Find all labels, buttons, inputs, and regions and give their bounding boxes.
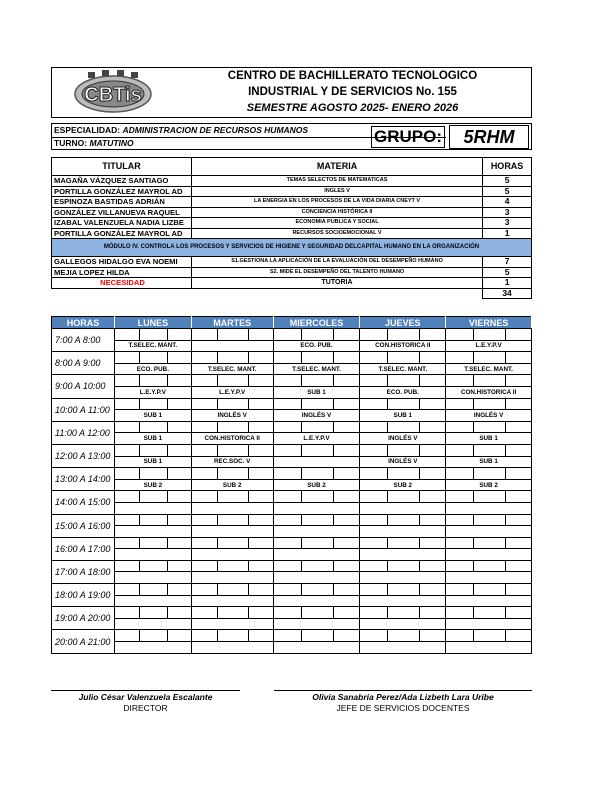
schedule-row-sub	[52, 386, 532, 398]
schedule-row-sub	[52, 642, 532, 654]
class-cell	[360, 502, 446, 514]
subjects-header-row	[52, 158, 532, 176]
schedule-cell-top	[273, 514, 360, 526]
schedule-row	[52, 352, 532, 364]
director-name: Julio César Valenzuela Escalante	[78, 692, 213, 702]
schedule-cell-top	[191, 375, 273, 387]
class-cell	[360, 618, 446, 630]
schedule-row-sub	[52, 456, 532, 468]
subject-hours: 5	[483, 186, 532, 197]
class-cell	[191, 618, 273, 630]
schedule-cell-top	[446, 607, 532, 619]
class-cell	[191, 526, 273, 538]
subject-name: LA ENERGIA EN LOS PROCESOS DE LA VIDA DIARIA CNEYT V	[191, 197, 482, 208]
teacher-name: PORTILLA GONZÁLEZ MAYROL AD	[52, 186, 192, 197]
schedule-row	[52, 329, 532, 341]
schedule-cell-top	[273, 444, 360, 456]
class-cell	[191, 340, 273, 352]
subject-row	[52, 186, 532, 197]
time-slot: 13:00 A 14:00	[52, 468, 115, 491]
subject-name: S1.GESTIONA LA APLICACIÓN DE LA EVALUACIÓN DEL DESEMPEÑO HUMANO	[191, 257, 482, 268]
teacher-name: MAGAÑA VÁZQUEZ SANTIAGO	[52, 176, 192, 187]
cbtis-logo	[72, 70, 154, 114]
subject-hours: 3	[483, 218, 532, 229]
total-row	[52, 288, 532, 299]
class-cell	[273, 572, 360, 584]
teacher-name: GONZÁLEZ VILLANUEVA RAQUEL	[52, 207, 192, 218]
wednesday-header: MIERCOLES	[273, 317, 360, 329]
schedule-row	[52, 630, 532, 642]
schedule-cell-top	[446, 584, 532, 596]
class-cell	[273, 502, 360, 514]
subject-hours: 7	[483, 257, 532, 268]
total-hours: 34	[483, 288, 532, 299]
subject-row	[52, 176, 532, 187]
teacher-name: MEJIA LOPEZ HILDA	[52, 267, 192, 278]
schedule-cell-top	[446, 329, 532, 341]
subject-hours: 1	[483, 228, 532, 239]
schedule-cell-top	[273, 398, 360, 410]
schedule-cell-top	[273, 607, 360, 619]
schedule-cell-top	[191, 584, 273, 596]
subject-row	[52, 197, 532, 208]
teacher-name: PORTILLA GONZÁLEZ MAYROL AD	[52, 228, 192, 239]
time-slot: 14:00 A 15:00	[52, 491, 115, 514]
class-cell	[114, 526, 191, 538]
schedule-cell-top	[360, 329, 446, 341]
subject-name: TUTORIA	[191, 278, 482, 289]
class-cell: SUB 1	[114, 456, 191, 468]
class-cell: L.E.Y.P.V	[191, 386, 273, 398]
subject-row	[52, 257, 532, 268]
module-title: MÓDULO IV. CONTROLA LOS PROCESOS Y SERVICIOS DE HIGIENE Y SEGURIDAD DELCAPITAL HUMANO EN LA ORGANIZACIÓN	[52, 239, 532, 257]
schedule-cell-top	[446, 537, 532, 549]
schedule-cell-top	[360, 468, 446, 480]
class-cell	[114, 618, 191, 630]
school-name: CENTRO DE BACHILLERATO TECNOLOGICO	[227, 70, 478, 82]
schedule-cell-top	[114, 352, 191, 364]
class-cell	[273, 456, 360, 468]
time-slot: 9:00 A 10:00	[52, 375, 115, 398]
class-cell: T.SELEC. MANT.	[273, 363, 360, 375]
titular-header: TITULAR	[52, 158, 192, 176]
class-cell	[191, 572, 273, 584]
class-cell: CON.HISTORICA II	[360, 340, 446, 352]
thursday-header: JUEVES	[360, 317, 446, 329]
schedule-cell-top	[114, 537, 191, 549]
class-cell	[273, 595, 360, 607]
class-cell	[114, 642, 191, 654]
schedule-cell-top	[273, 421, 360, 433]
class-cell: SUB 1	[273, 386, 360, 398]
time-slot: 19:00 A 20:00	[52, 607, 115, 630]
schedule-cell-top	[273, 329, 360, 341]
schedule-cell-top	[446, 468, 532, 480]
schedule-cell-top	[114, 398, 191, 410]
schedule-row-sub	[52, 572, 532, 584]
class-cell	[273, 618, 360, 630]
class-cell	[360, 572, 446, 584]
subject-name: INGLES V	[191, 186, 482, 197]
schedule-cell-top	[273, 630, 360, 642]
teacher-name: NECESIDAD	[52, 278, 192, 289]
schedule-cell-top	[191, 444, 273, 456]
schedule-row	[52, 491, 532, 503]
specialty-label: ESPECIALIDAD:	[54, 125, 121, 135]
subjects-table	[51, 157, 532, 299]
schedule-row-sub	[52, 618, 532, 630]
schedule-cell-top	[446, 398, 532, 410]
school-number: INDUSTRIAL Y DE SERVICIOS No. 155	[248, 86, 457, 98]
subject-row	[52, 218, 532, 229]
class-cell: SUB 1	[114, 410, 191, 422]
schedule-row	[52, 584, 532, 596]
shift-label: TURNO:	[54, 138, 88, 148]
materia-header: MATERIA	[191, 158, 482, 176]
class-cell: SUB 1	[114, 433, 191, 445]
teacher-name: ESPINOZA BASTIDAS ADRIÁN	[52, 197, 192, 208]
class-cell: L.E.Y.P.V	[273, 433, 360, 445]
subject-row	[52, 267, 532, 278]
time-slot: 17:00 A 18:00	[52, 560, 115, 583]
schedule-cell-top	[273, 560, 360, 572]
class-cell	[191, 642, 273, 654]
class-cell	[360, 549, 446, 561]
schedule-cell-top	[360, 514, 446, 526]
schedule-cell-top	[191, 421, 273, 433]
schedule-header-row	[52, 317, 532, 329]
schedule-cell-top	[360, 352, 446, 364]
schedule-cell-top	[191, 491, 273, 503]
schedule-cell-top	[191, 607, 273, 619]
time-slot: 18:00 A 19:00	[52, 584, 115, 607]
schedule-cell-top	[360, 537, 446, 549]
schedule-cell-top	[360, 398, 446, 410]
schedule-cell-top	[446, 514, 532, 526]
schedule-row-sub	[52, 502, 532, 514]
schedule-cell-top	[114, 630, 191, 642]
schedule-cell-top	[114, 514, 191, 526]
subject-hours: 4	[483, 197, 532, 208]
subject-name: ECONOMIA PUBLICA Y SOCIAL	[191, 218, 482, 229]
subject-row	[52, 207, 532, 218]
class-cell	[360, 642, 446, 654]
module-row	[52, 239, 532, 257]
schedule-row	[52, 375, 532, 387]
chief-role: JEFE DE SERVICIOS DOCENTES	[336, 703, 470, 713]
class-cell: SUB 2	[273, 479, 360, 491]
class-cell: INGLÉS V	[446, 410, 532, 422]
schedule-cell-top	[360, 560, 446, 572]
schedule-cell-top	[273, 491, 360, 503]
class-cell: T.SELEC. MANT.	[191, 363, 273, 375]
class-cell	[273, 526, 360, 538]
subject-hours: 5	[483, 267, 532, 278]
subject-name: TEMAS SELECTOS DE MATEMATICAS	[191, 176, 482, 187]
schedule-cell-top	[114, 421, 191, 433]
schedule-cell-top	[191, 329, 273, 341]
schedule-row-sub	[52, 340, 532, 352]
subject-hours: 3	[483, 207, 532, 218]
time-slot: 12:00 A 13:00	[52, 444, 115, 467]
schedule-cell-top	[446, 491, 532, 503]
need-row	[52, 278, 532, 289]
logo-text: CBTis	[84, 84, 142, 106]
schedule-cell-top	[114, 491, 191, 503]
schedule-cell-top	[273, 375, 360, 387]
schedule-cell-top	[114, 468, 191, 480]
class-cell	[446, 595, 532, 607]
schedule-cell-top	[273, 352, 360, 364]
monday-header: LUNES	[114, 317, 191, 329]
subject-hours: 1	[483, 278, 532, 289]
group-label: GRUPO:	[371, 126, 445, 148]
schedule-cell-top	[114, 444, 191, 456]
shift-value: MATUTINO	[89, 138, 134, 148]
schedule-cell-top	[273, 537, 360, 549]
schedule-cell-top	[360, 491, 446, 503]
class-cell: CON.HISTORICA II	[191, 433, 273, 445]
class-cell: SUB 1	[446, 433, 532, 445]
time-slot: 10:00 A 11:00	[52, 398, 115, 421]
class-cell: T.SELEC. MANT.	[446, 363, 532, 375]
class-cell: L.E.Y.P.V	[446, 340, 532, 352]
schedule-cell-top	[446, 375, 532, 387]
class-cell: CON.HISTORICA II	[446, 386, 532, 398]
subject-name: RECURSOS SOCIOEMOCIONAL V	[191, 228, 482, 239]
class-cell	[360, 526, 446, 538]
class-cell: INGLÉS V	[273, 410, 360, 422]
semester: SEMESTRE AGOSTO 2025- ENERO 2026	[246, 102, 459, 114]
class-cell	[114, 549, 191, 561]
time-slot: 11:00 A 12:00	[52, 421, 115, 444]
class-cell	[273, 549, 360, 561]
subject-name: S2. MIDE EL DESEMPEÑO DEL TALENTO HUMANO	[191, 267, 482, 278]
class-cell: SUB 2	[360, 479, 446, 491]
schedule-cell-top	[191, 514, 273, 526]
schedule-row	[52, 514, 532, 526]
director-signature-line	[51, 690, 240, 691]
class-cell	[191, 549, 273, 561]
schedule-cell-top	[114, 560, 191, 572]
class-cell: SUB 1	[446, 456, 532, 468]
schedule-row	[52, 444, 532, 456]
schedule-cell-top	[360, 607, 446, 619]
friday-header: VIERNES	[446, 317, 532, 329]
class-cell: REC.SOC. V	[191, 456, 273, 468]
class-cell: INGLÉS V	[360, 456, 446, 468]
time-slot: 20:00 A 21:00	[52, 630, 115, 653]
class-cell	[446, 642, 532, 654]
schedule-row-sub	[52, 410, 532, 422]
schedule-row-sub	[52, 595, 532, 607]
schedule-table	[51, 316, 532, 654]
class-cell: ECO. PUB.	[273, 340, 360, 352]
class-cell: SUB 2	[191, 479, 273, 491]
teacher-name: GALLEGOS HIDALGO EVA NOEMI	[52, 257, 192, 268]
schedule-row-sub	[52, 433, 532, 445]
class-cell: ECO. PUB.	[114, 363, 191, 375]
schedule-cell-top	[446, 630, 532, 642]
schedule-cell-top	[191, 352, 273, 364]
class-cell: INGLÉS V	[191, 410, 273, 422]
teacher-name: IZABAL VALENZUELA NADIA LIZBE	[52, 218, 192, 229]
schedule-cell-top	[114, 584, 191, 596]
chief-signature-line	[274, 690, 532, 691]
class-cell	[360, 595, 446, 607]
class-cell	[446, 618, 532, 630]
schedule-row	[52, 398, 532, 410]
schedule-row-sub	[52, 363, 532, 375]
schedule-row	[52, 607, 532, 619]
class-cell	[114, 572, 191, 584]
specialty-value: ADMINISTRACION DE RECURSOS HUMANOS	[122, 125, 309, 135]
schedule-cell-top	[191, 398, 273, 410]
class-cell: ECO. PUB.	[360, 386, 446, 398]
class-cell	[273, 642, 360, 654]
schedule-cell-top	[446, 444, 532, 456]
time-slot: 16:00 A 17:00	[52, 537, 115, 560]
schedule-row-sub	[52, 479, 532, 491]
schedule-cell-top	[273, 468, 360, 480]
horas-header: HORAS	[483, 158, 532, 176]
class-cell	[446, 572, 532, 584]
class-cell: T.SELEC. MANT.	[114, 340, 191, 352]
schedule-cell-top	[360, 375, 446, 387]
class-cell: T.SELEC. MANT.	[360, 363, 446, 375]
schedule-cell-top	[446, 421, 532, 433]
schedule-cell-top	[191, 468, 273, 480]
subject-hours: 5	[483, 176, 532, 187]
class-cell: L.E.Y.P.V	[114, 386, 191, 398]
class-cell: INGLÉS V	[360, 433, 446, 445]
tuesday-header: MARTES	[191, 317, 273, 329]
class-cell	[446, 526, 532, 538]
time-slot: 8:00 A 9:00	[52, 352, 115, 375]
schedule-cell-top	[360, 630, 446, 642]
schedule-cell-top	[446, 352, 532, 364]
class-cell	[114, 502, 191, 514]
schedule-row	[52, 468, 532, 480]
schedule-row-sub	[52, 526, 532, 538]
chief-name: Olivia Sanabria Perez/Ada Lizbeth Lara Uribe	[312, 692, 494, 702]
schedule-row	[52, 560, 532, 572]
schedule-cell-top	[273, 584, 360, 596]
class-cell: SUB 2	[446, 479, 532, 491]
class-cell	[191, 595, 273, 607]
subject-name: CONCIENCIA HISTÓRICA II	[191, 207, 482, 218]
class-cell	[446, 549, 532, 561]
class-cell: SUB 2	[114, 479, 191, 491]
schedule-cell-top	[360, 584, 446, 596]
schedule-cell-top	[114, 329, 191, 341]
schedule-cell-top	[114, 607, 191, 619]
class-cell	[191, 502, 273, 514]
subject-row	[52, 228, 532, 239]
hours-header: HORAS	[52, 317, 115, 329]
time-slot: 7:00 A 8:00	[52, 329, 115, 352]
schedule-row-sub	[52, 549, 532, 561]
schedule-cell-top	[446, 560, 532, 572]
schedule-row	[52, 421, 532, 433]
group-value: 5RHM	[449, 125, 529, 149]
schedule-cell-top	[191, 537, 273, 549]
schedule-cell-top	[191, 560, 273, 572]
schedule-row	[52, 537, 532, 549]
class-cell	[114, 595, 191, 607]
schedule-cell-top	[360, 421, 446, 433]
class-cell: SUB 1	[360, 410, 446, 422]
schedule-cell-top	[360, 444, 446, 456]
time-slot: 15:00 A 16:00	[52, 514, 115, 537]
class-cell	[446, 502, 532, 514]
director-role: DIRECTOR	[123, 703, 168, 713]
schedule-cell-top	[114, 375, 191, 387]
schedule-cell-top	[191, 630, 273, 642]
